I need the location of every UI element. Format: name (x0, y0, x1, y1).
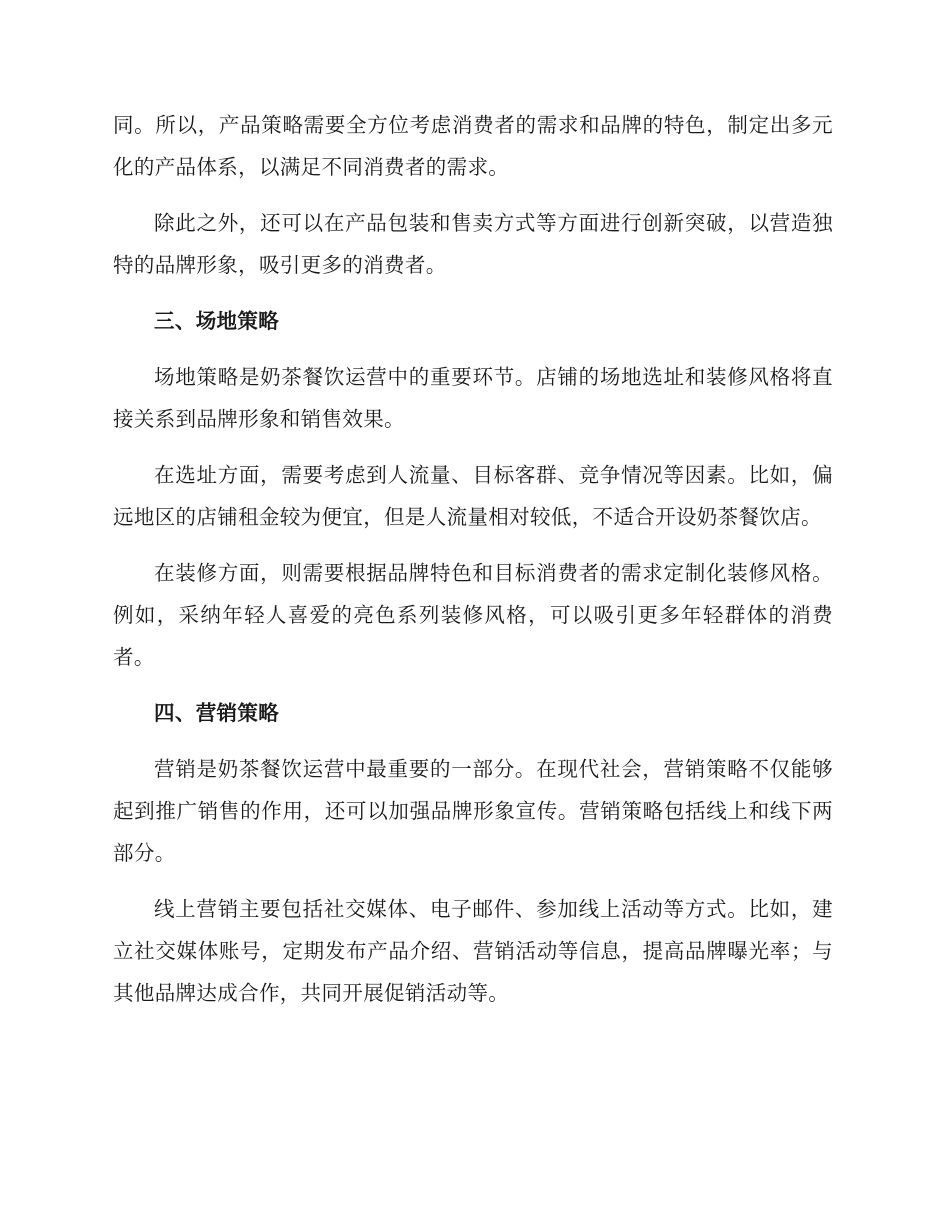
document-page (113, 104, 833, 1014)
paragraph-marketing-intro: 营销是奶茶餐饮运营中最重要的一部分。在现代社会，营销策略不仅能够起到推广销售的作用，还可以加强品牌形象宣传。营销策略包括线上和线下两部分。 (113, 757, 833, 865)
paragraph-decoration: 在装修方面，则需要根据品牌特色和目标消费者的需求定制化装修风格。例如，采纳年轻人喜爱的亮色系列装修风格，可以吸引更多年轻群体的消费者。 (113, 561, 833, 669)
paragraph-continuation: 同。所以，产品策略需要全方位考虑消费者的需求和品牌的特色，制定出多元化的产品体系，以满足不同消费者的需求。 (113, 113, 833, 179)
paragraph-site-selection: 在选址方面，需要考虑到人流量、目标客群、竞争情况等因素。比如，偏远地区的店铺租金较为便宜，但是人流量相对较低，不适合开设奶茶餐饮店。 (113, 463, 833, 529)
section-heading-marketing-strategy: 四、营销策略 (154, 701, 280, 725)
paragraph-venue-intro: 场地策略是奶茶餐饮运营中的重要环节。店铺的场地选址和装修风格将直接关系到品牌形象和销售效果。 (113, 365, 833, 431)
paragraph-packaging-innovation: 除此之外，还可以在产品包装和售卖方式等方面进行创新突破，以营造独特的品牌形象，吸引更多的消费者。 (113, 211, 833, 277)
paragraph-online-marketing: 线上营销主要包括社交媒体、电子邮件、参加线上活动等方式。比如，建立社交媒体账号，定期发布产品介绍、营销活动等信息，提高品牌曝光率；与其他品牌达成合作，共同开展促销活动等。 (113, 897, 833, 1005)
section-heading-venue-strategy: 三、场地策略 (154, 309, 280, 333)
